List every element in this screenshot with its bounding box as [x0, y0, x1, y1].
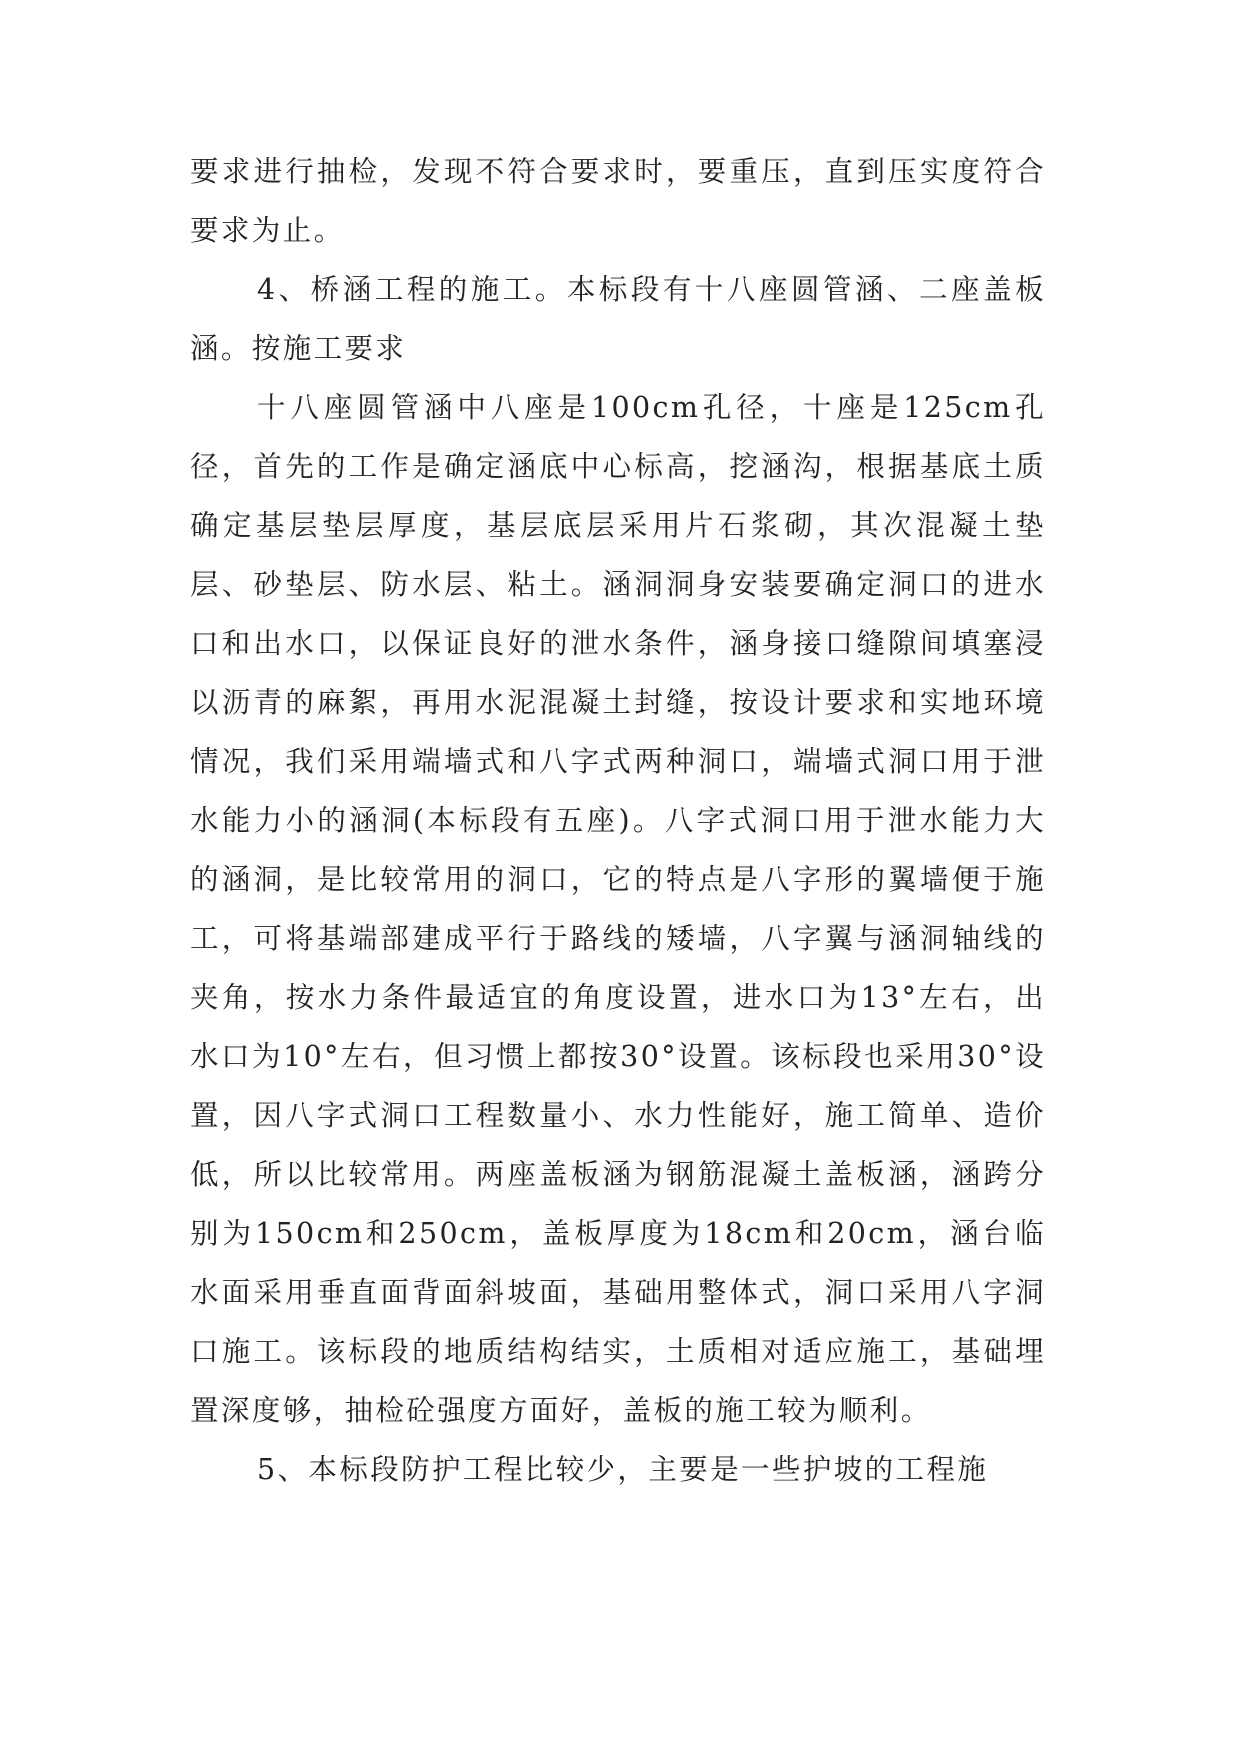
paragraph-4: 5、本标段防护工程比较少，主要是一些护坡的工程施	[257, 1453, 989, 1486]
body-text	[190, 142, 1046, 1499]
paragraph-2: 4、桥涵工程的施工。本标段有十八座圆管涵、二座盖板涵。按施工要求	[190, 273, 1046, 365]
paragraph-1: 要求进行抽检，发现不符合要求时，要重压，直到压实度符合要求为止。	[190, 155, 1046, 247]
paragraph-3: 十八座圆管涵中八座是100cm孔径，十座是125cm孔径，首先的工作是确定涵底中心标高，挖涵沟，根据基底土质确定基层垫层厚度，基层底层采用片石浆砌，其次混凝土垫层、砂垫层、防水层、粘土。涵洞洞身安装要确定洞口的进水口和出水口，以保证良好的泄水条件，涵身接口缝隙间填塞浸以沥青的麻絮，再用水泥混凝土封缝，按设计要求和实地环境情况，我们采用端墙式和八字式两种洞口，端墙式洞口用于泄水能力小的涵洞(本标段有五座)。八字式洞口用于泄水能力大的涵洞，是比较常用的洞口，它的特点是八字形的翼墙便于施工，可将基端部建成平行于路线的矮墙，八字翼与涵洞轴线的夹角，按水力条件最适宜的角度设置，进水口为13°左右，出水口为10°左右，但习惯上都按30°设置。该标段也采用30°设置，因八字式洞口工程数量小、水力性能好，施工简单、造价低，所以比较常用。两座盖板涵为钢筋混凝土盖板涵，涵跨分别为150cm和250cm，盖板厚度为18cm和20cm，涵台临水面采用垂直面背面斜坡面，基础用整体式，洞口采用八字洞口施工。该标段的地质结构结实，土质相对适应施工，基础埋置深度够，抽检砼强度方面好，盖板的施工较为顺利。	[190, 391, 1046, 1427]
